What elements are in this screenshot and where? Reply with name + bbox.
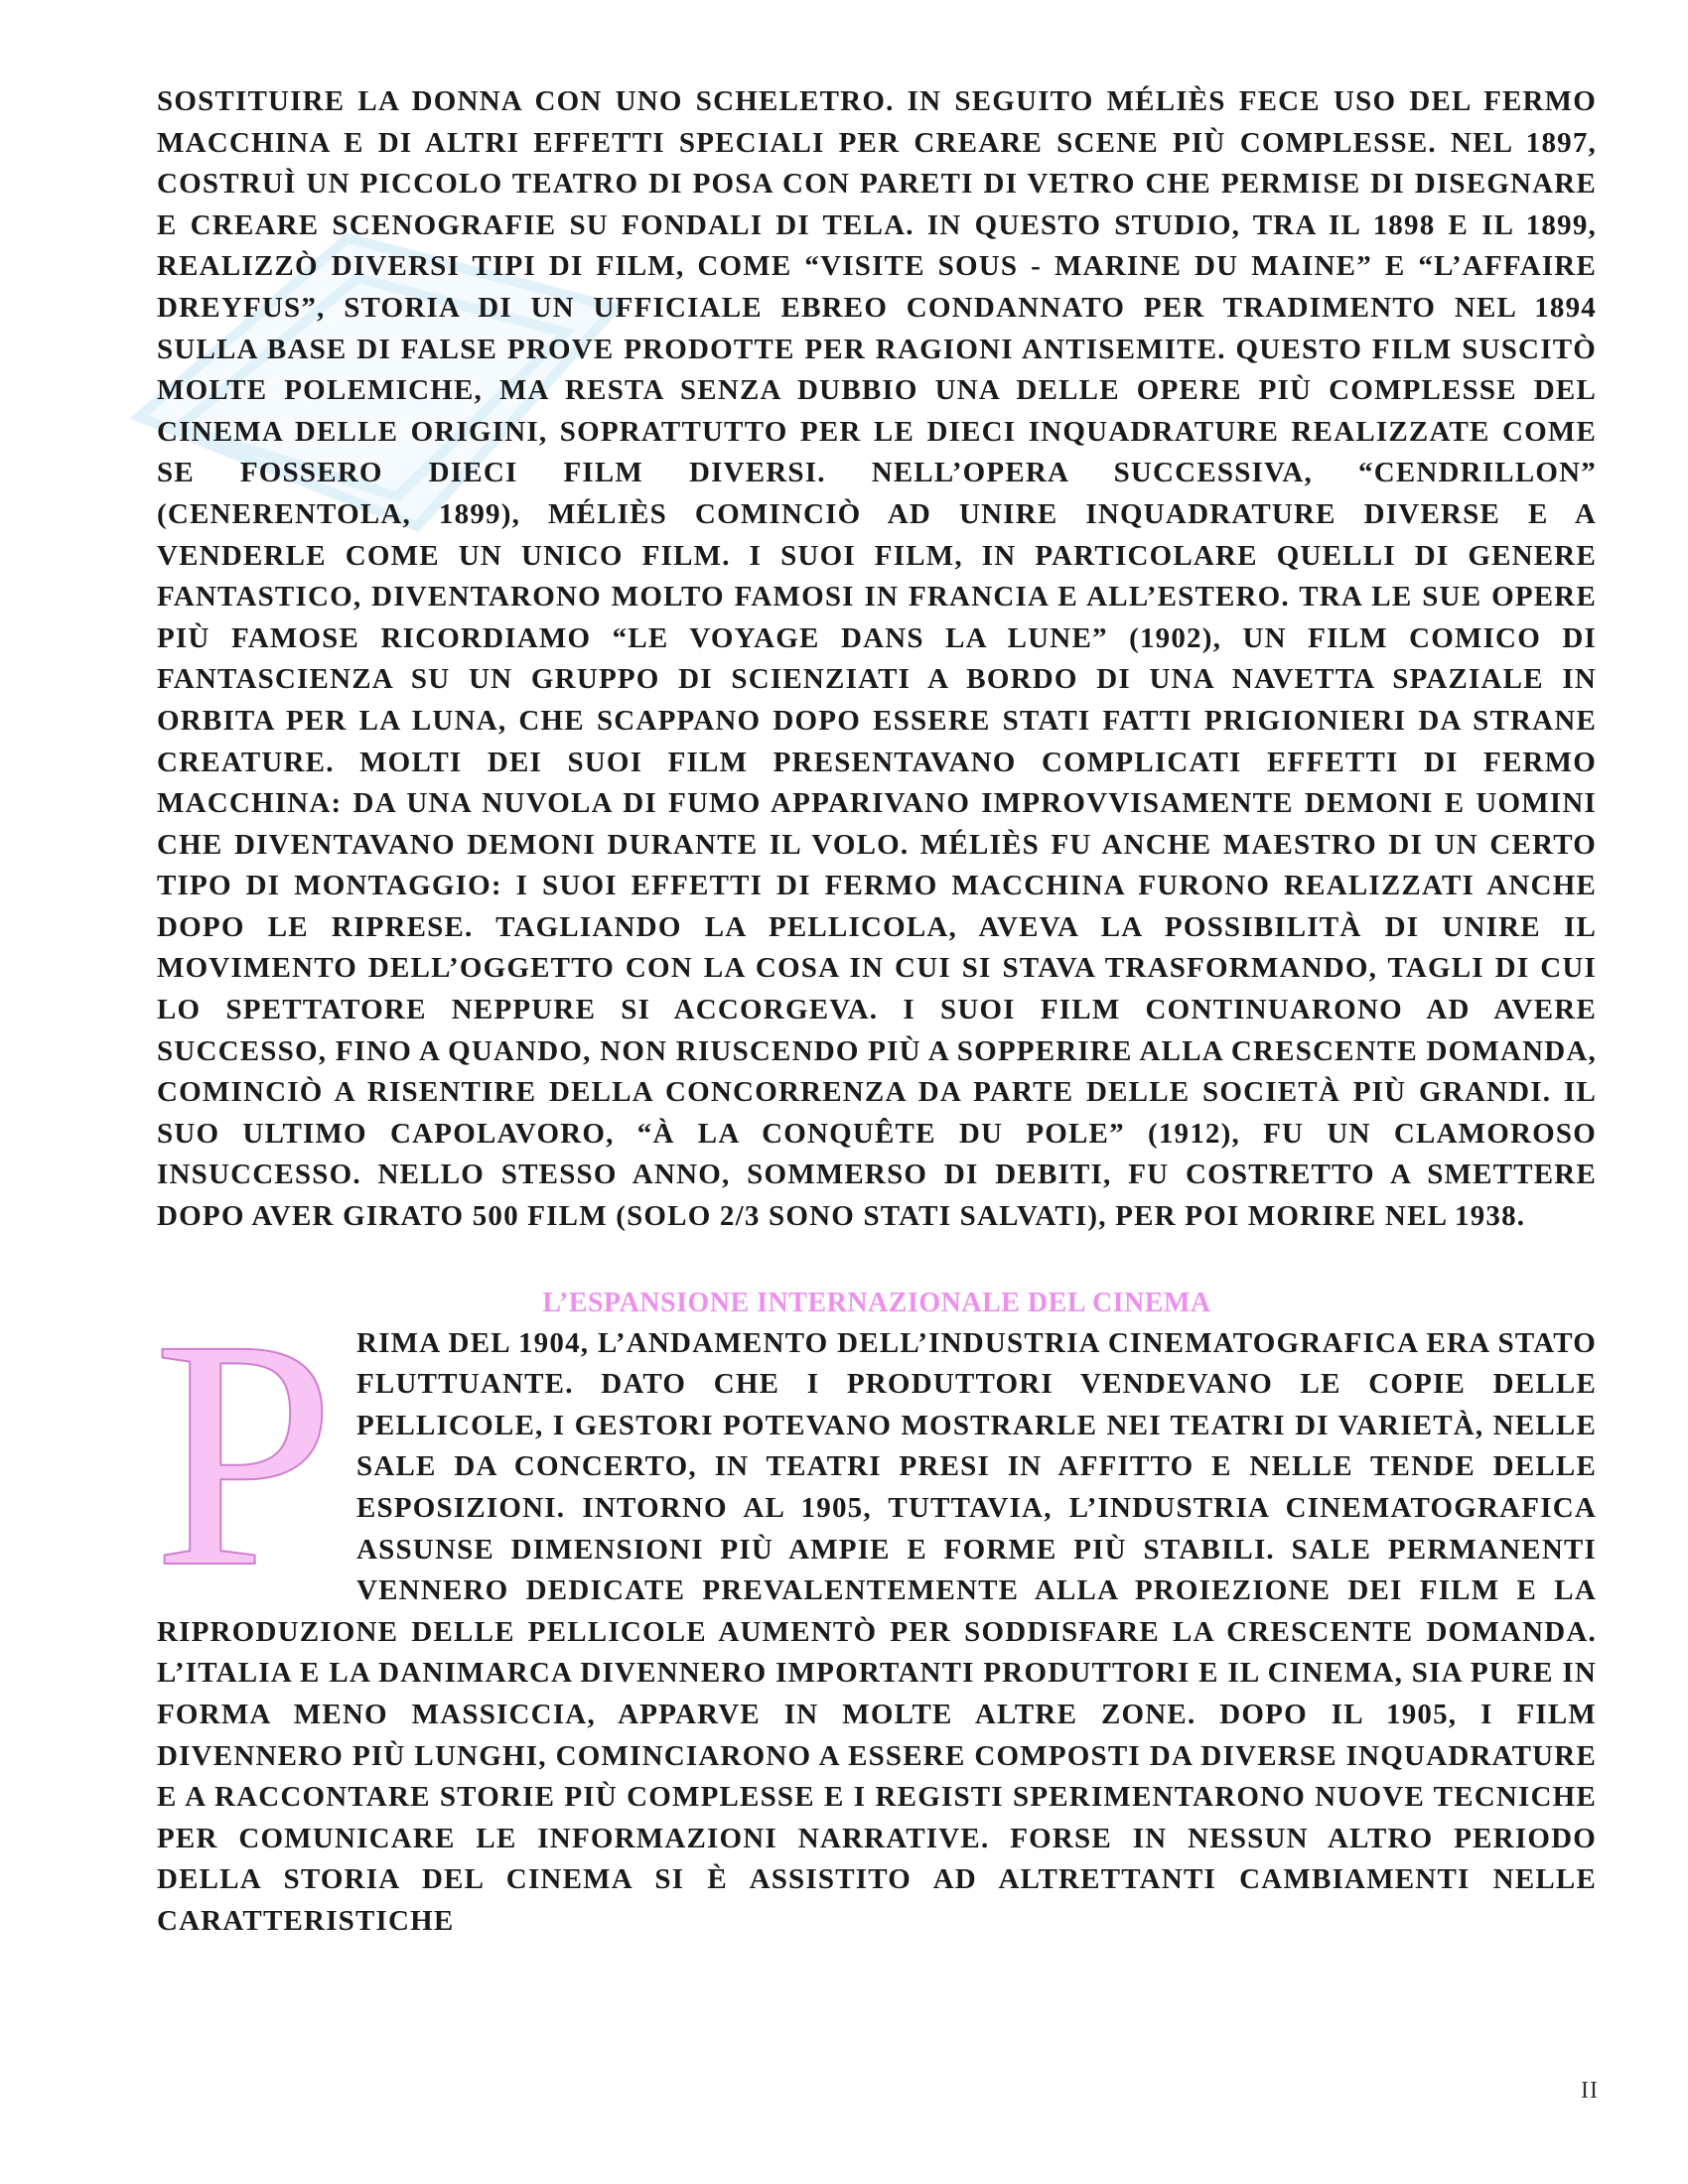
section-body xyxy=(153,1323,1597,1943)
document-page xyxy=(153,81,1597,1943)
dropcap-letter: P xyxy=(153,1328,336,1579)
section-title: L’ESPANSIONE INTERNAZIONALE DEL CINEMA xyxy=(542,1287,1211,1318)
body-paragraph-expansion: RIMA DEL 1904, L’ANDAMENTO DELL’INDUSTRIA CINEMATOGRAFICA ERA STATO FLUTTUANTE. DATO CHE I PRODUTTORI VENDEVANO LE COPIE DELLE PELLICOLE, I GESTORI POTEVANO MOSTRARLE NEI TEATRI DI VARIETÀ, NELLE SALE DA CONCERTO, IN TEATRI PRESI IN AFFITTO E NELLE TENDE DELLE ESPOSIZIONI. INTORNO AL 1905, TUTTAVIA, L’INDUSTRIA CINEMATOGRAFICA ASSUNSE DIMENSIONI PIÙ AMPIE E FORME PIÙ STABILI. SALE PERMANENTI VENNERO DEDICATE PREVALENTEMENTE ALLA PROIEZIONE DEI FILM E LA RIPRODUZIONE DELLE PELLICOLE AUMENTÒ PER SODDISFARE LA CRESCENTE DOMANDA. L’ITALIA E LA DANIMARCA DIVENNERO IMPORTANTI PRODUTTORI E IL CINEMA, SIA PURE IN FORMA MENO MASSICCIA, APPARVE IN MOLTE ALTRE ZONE. DOPO IL 1905, I FILM DIVENNERO PIÙ LUNGHI, COMINCIARONO A ESSERE COMPOSTI DA DIVERSE INQUADRATURE E A RACCONTARE STORIE PIÙ COMPLESSE E I REGISTI SPERIMENTARONO NUOVE TECNICHE PER COMUNICARE LE INFORMAZIONI NARRATIVE. FORSE IN NESSUN ALTRO PERIODO DELLA STORIA DEL CINEMA SI È ASSISTITO AD ALTRETTANTI CAMBIAMENTI NELLE CARATTERISTICHE xyxy=(157,1326,1597,1937)
page-number: II xyxy=(1581,2078,1599,2104)
body-paragraph-melies: SOSTITUIRE LA DONNA CON UNO SCHELETRO. IN SEGUITO MÉLIÈS FECE USO DEL FERMO MACCHINA E DI ALTRI EFFETTI SPECIALI PER CREARE SCENE PIÙ COMPLESSE. NEL 1897, COSTRUÌ UN PICCOLO TEATRO DI POSA CON PARETI DI VETRO CHE PERMISE DI DISEGNARE E CREARE SCENOGRAFIE SU FONDALI DI TELA. IN QUESTO STUDIO, TRA IL 1898 E IL 1899, REALIZZÒ DIVERSI TIPI DI FILM, COME “VISITE SOUS - MARINE DU MAINE” E “L’AFFAIRE DREYFUS”, STORIA DI UN UFFICIALE EBREO CONDANNATO PER TRADIMENTO NEL 1894 SULLA BASE DI FALSE PROVE PRODOTTE PER RAGIONI ANTISEMITE. QUESTO FILM SUSCITÒ MOLTE POLEMICHE, MA RESTA SENZA DUBBIO UNA DELLE OPERE PIÙ COMPLESSE DEL CINEMA DELLE ORIGINI, SOPRATTUTTO PER LE DIECI INQUADRATURE REALIZZATE COME SE FOSSERO DIECI FILM DIVERSI. NELL’OPERA SUCCESSIVA, “CENDRILLON” (CENERENTOLA, 1899), MÉLIÈS COMINCIÒ AD UNIRE INQUADRATURE DIVERSE E A VENDERLE COME UN UNICO FILM. I SUOI FILM, IN PARTICOLARE QUELLI DI GENERE FANTASTICO, DIVENTARONO MOLTO FAMOSI IN FRANCIA E ALL’ESTERO. TRA LE SUE OPERE PIÙ FAMOSE RICORDIAMO “LE VOYAGE DANS LA LUNE” (1902), UN FILM COMICO DI FANTASCIENZA SU UN GRUPPO DI SCIENZIATI A BORDO DI UNA NAVETTA SPAZIALE IN ORBITA PER LA LUNA, CHE SCAPPANO DOPO ESSERE STATI FATTI PRIGIONIERI DA STRANE CREATURE. MOLTI DEI SUOI FILM PRESENTAVANO COMPLICATI EFFETTI DI FERMO MACCHINA: DA UNA NUVOLA DI FUMO APPARIVANO IMPROVVISAMENTE DEMONI E UOMINI CHE DIVENTAVANO DEMONI DURANTE IL VOLO. MÉLIÈS FU ANCHE MAESTRO DI UN CERTO TIPO DI MONTAGGIO: I SUOI EFFETTI DI FERMO MACCHINA FURONO REALIZZATI ANCHE DOPO LE RIPRESE. TAGLIANDO LA PELLICOLA, AVEVA LA POSSIBILITÀ DI UNIRE IL MOVIMENTO DELL’OGGETTO CON LA COSA IN CUI SI STAVA TRASFORMANDO, TAGLI DI CUI LO SPETTATORE NEPPURE SI ACCORGEVA. I SUOI FILM CONTINUARONO AD AVERE SUCCESSO, FINO A QUANDO, NON RIUSCENDO PIÙ A SOPPERIRE ALLA CRESCENTE DOMANDA, COMINCIÒ A RISENTIRE DELLA CONCORRENZA DA PARTE DELLE SOCIETÀ PIÙ GRANDI. IL SUO ULTIMO CAPOLAVORO, “À LA CONQUÊTE DU POLE” (1912), FU UN CLAMOROSO INSUCCESSO. NELLO STESSO ANNO, SOMMERSO DI DEBITI, FU COSTRETTO A SMETTERE DOPO AVER GIRATO 500 FILM (SOLO 2/3 SONO STATI SALVATI), PER POI MORIRE NEL 1938. xyxy=(157,85,1597,1233)
